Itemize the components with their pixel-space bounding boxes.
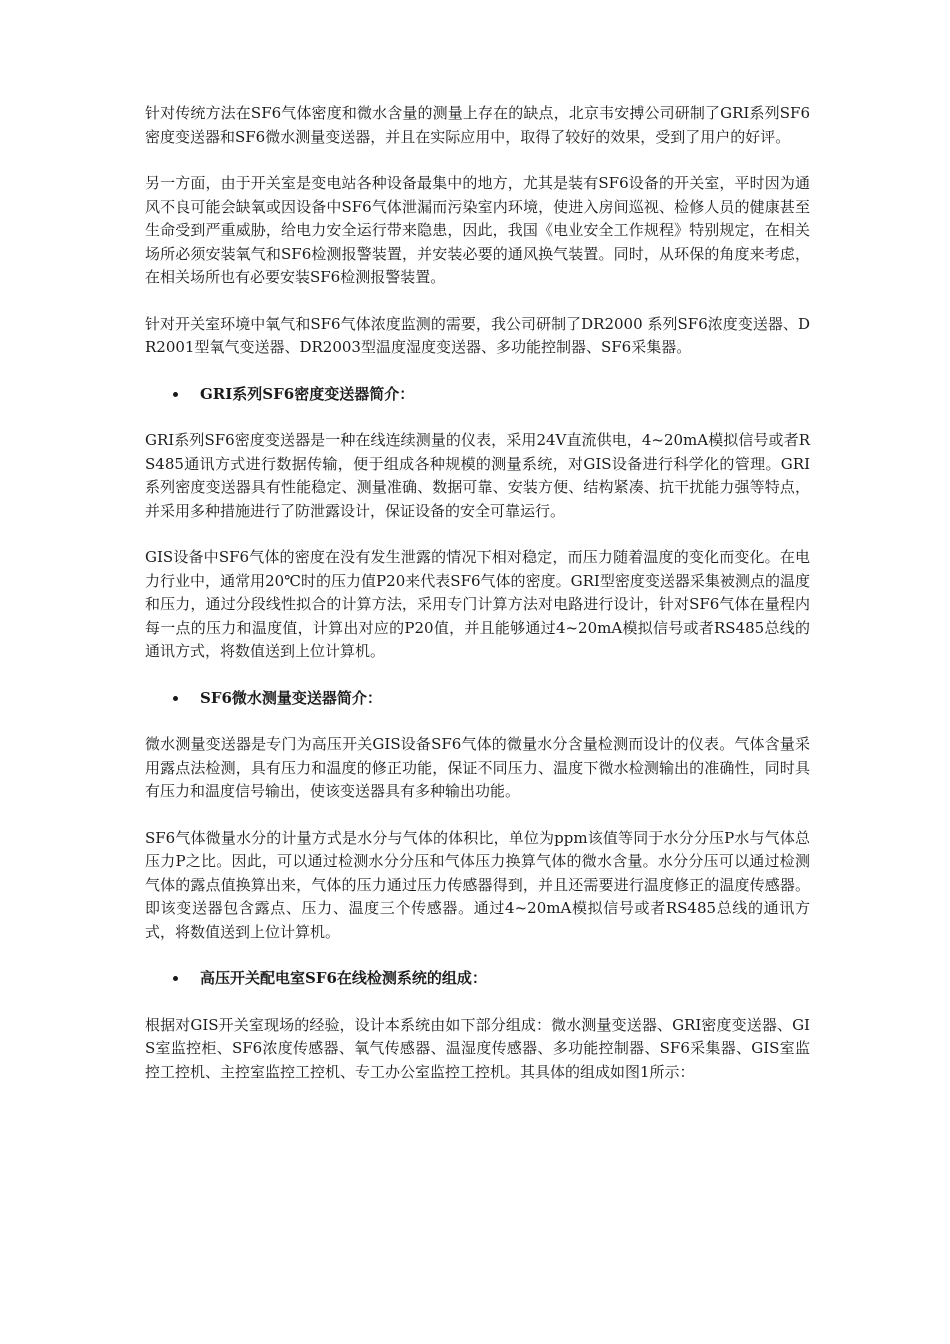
bullet-dot-icon	[173, 696, 178, 701]
bullet-dot-icon	[173, 976, 178, 981]
paragraph-switch-room: 另一方面，由于开关室是变电站各种设备最集中的地方，尤其是装有SF6设备的开关室，平时因为通风不良可能会缺氧或因设备中SF6气体泄漏而污染室内环境，使进入房间巡视、检修人员的健康甚至生命受到严重威胁，给电力安全运行带来隐患，因此，我国《电业安全工作规程》特别规定，在相关场所必须安装氧气和SF6检测报警装置，并安装必要的通风换气装置。同时，从环保的角度来考虑，在相关场所也有必要安装SF6检测报警装置。	[145, 174, 810, 286]
document-body	[145, 102, 810, 1107]
section-heading-text: SF6微水测量变送器简介：	[200, 688, 382, 707]
section-heading-micro-water	[145, 687, 810, 711]
section-heading-gri	[145, 383, 810, 407]
section-heading-text: GRI系列SF6密度变送器简介：	[200, 384, 415, 403]
bullet-dot-icon	[173, 392, 178, 397]
paragraph-system-composition: 根据对GIS开关室现场的经验，设计本系统由如下部分组成：微水测量变送器、GRI密度变送器、GIS室监控柜、SF6浓度传感器、氧气传感器、温湿度传感器、多功能控制器、SF6采集器、GIS室监控工控机、主控室监控工控机、专工办公室监控工控机。其具体的组成如图1所示：	[145, 1015, 810, 1081]
paragraph-monitoring-need: 针对开关室环境中氧气和SF6气体浓度监测的需要，我公司研制了DR2000 系列SF6浓度变送器、DR2001型氧气变送器、DR2003型温度湿度变送器、多功能控制器、SF6采集器。	[145, 314, 810, 356]
paragraph-intro: 针对传统方法在SF6气体密度和微水含量的测量上存在的缺点，北京韦安搏公司研制了GRI系列SF6密度变送器和SF6微水测量变送器，并且在实际应用中，取得了较好的效果，受到了用户的好评。	[145, 104, 810, 146]
paragraph-gis-density: GIS设备中SF6气体的密度在没有发生泄露的情况下相对稳定，而压力随着温度的变化而变化。在电力行业中，通常用20℃时的压力值P20来代表SF6气体的密度。GRI型密度变送器采集被测点的温度和压力，通过分段线性拟合的计算方法，采用专门计算方法对电路进行设计，针对SF6气体在量程内每一点的压力和温度值，计算出对应的P20值，并且能够通过4~20mA模拟信号或者RS485总线的通讯方式，将数值送到上位计算机。	[145, 548, 810, 660]
section-heading-system	[145, 967, 810, 991]
paragraph-gri-description: GRI系列SF6密度变送器是一种在线连续测量的仪表，采用24V直流供电，4~20mA模拟信号或者RS485通讯方式进行数据传输，便于组成各种规模的测量系统，对GIS设备进行科学化的管理。GRI系列密度变送器具有性能稳定、测量准确、数据可靠、安装方便、结构紧凑、抗干扰能力强等特点，并采用多种措施进行了防泄露设计，保证设备的安全可靠运行。	[145, 431, 810, 520]
paragraph-micro-water-description: 微水测量变送器是专门为高压开关GIS设备SF6气体的微量水分含量检测而设计的仪表。气体含量采用露点法检测，具有压力和温度的修正功能，保证不同压力、温度下微水检测输出的准确性，同时具有压力和温度信号输出，使该变送器具有多种输出功能。	[145, 735, 810, 800]
paragraph-micro-water-measurement: SF6气体微量水分的计量方式是水分与气体的体积比，单位为ppm该值等同于水分分压P水与气体总压力P之比。因此，可以通过检测水分分压和气体压力换算气体的微水含量。水分分压可以通过检测气体的露点值换算出来，气体的压力通过压力传感器得到，并且还需要进行温度修正的温度传感器。即该变送器包含露点、压力、温度三个传感器。通过4~20mA模拟信号或者RS485总线的通讯方式，将数值送到上位计算机。	[145, 828, 810, 941]
section-heading-text: 高压开关配电室SF6在线检测系统的组成：	[200, 969, 487, 987]
